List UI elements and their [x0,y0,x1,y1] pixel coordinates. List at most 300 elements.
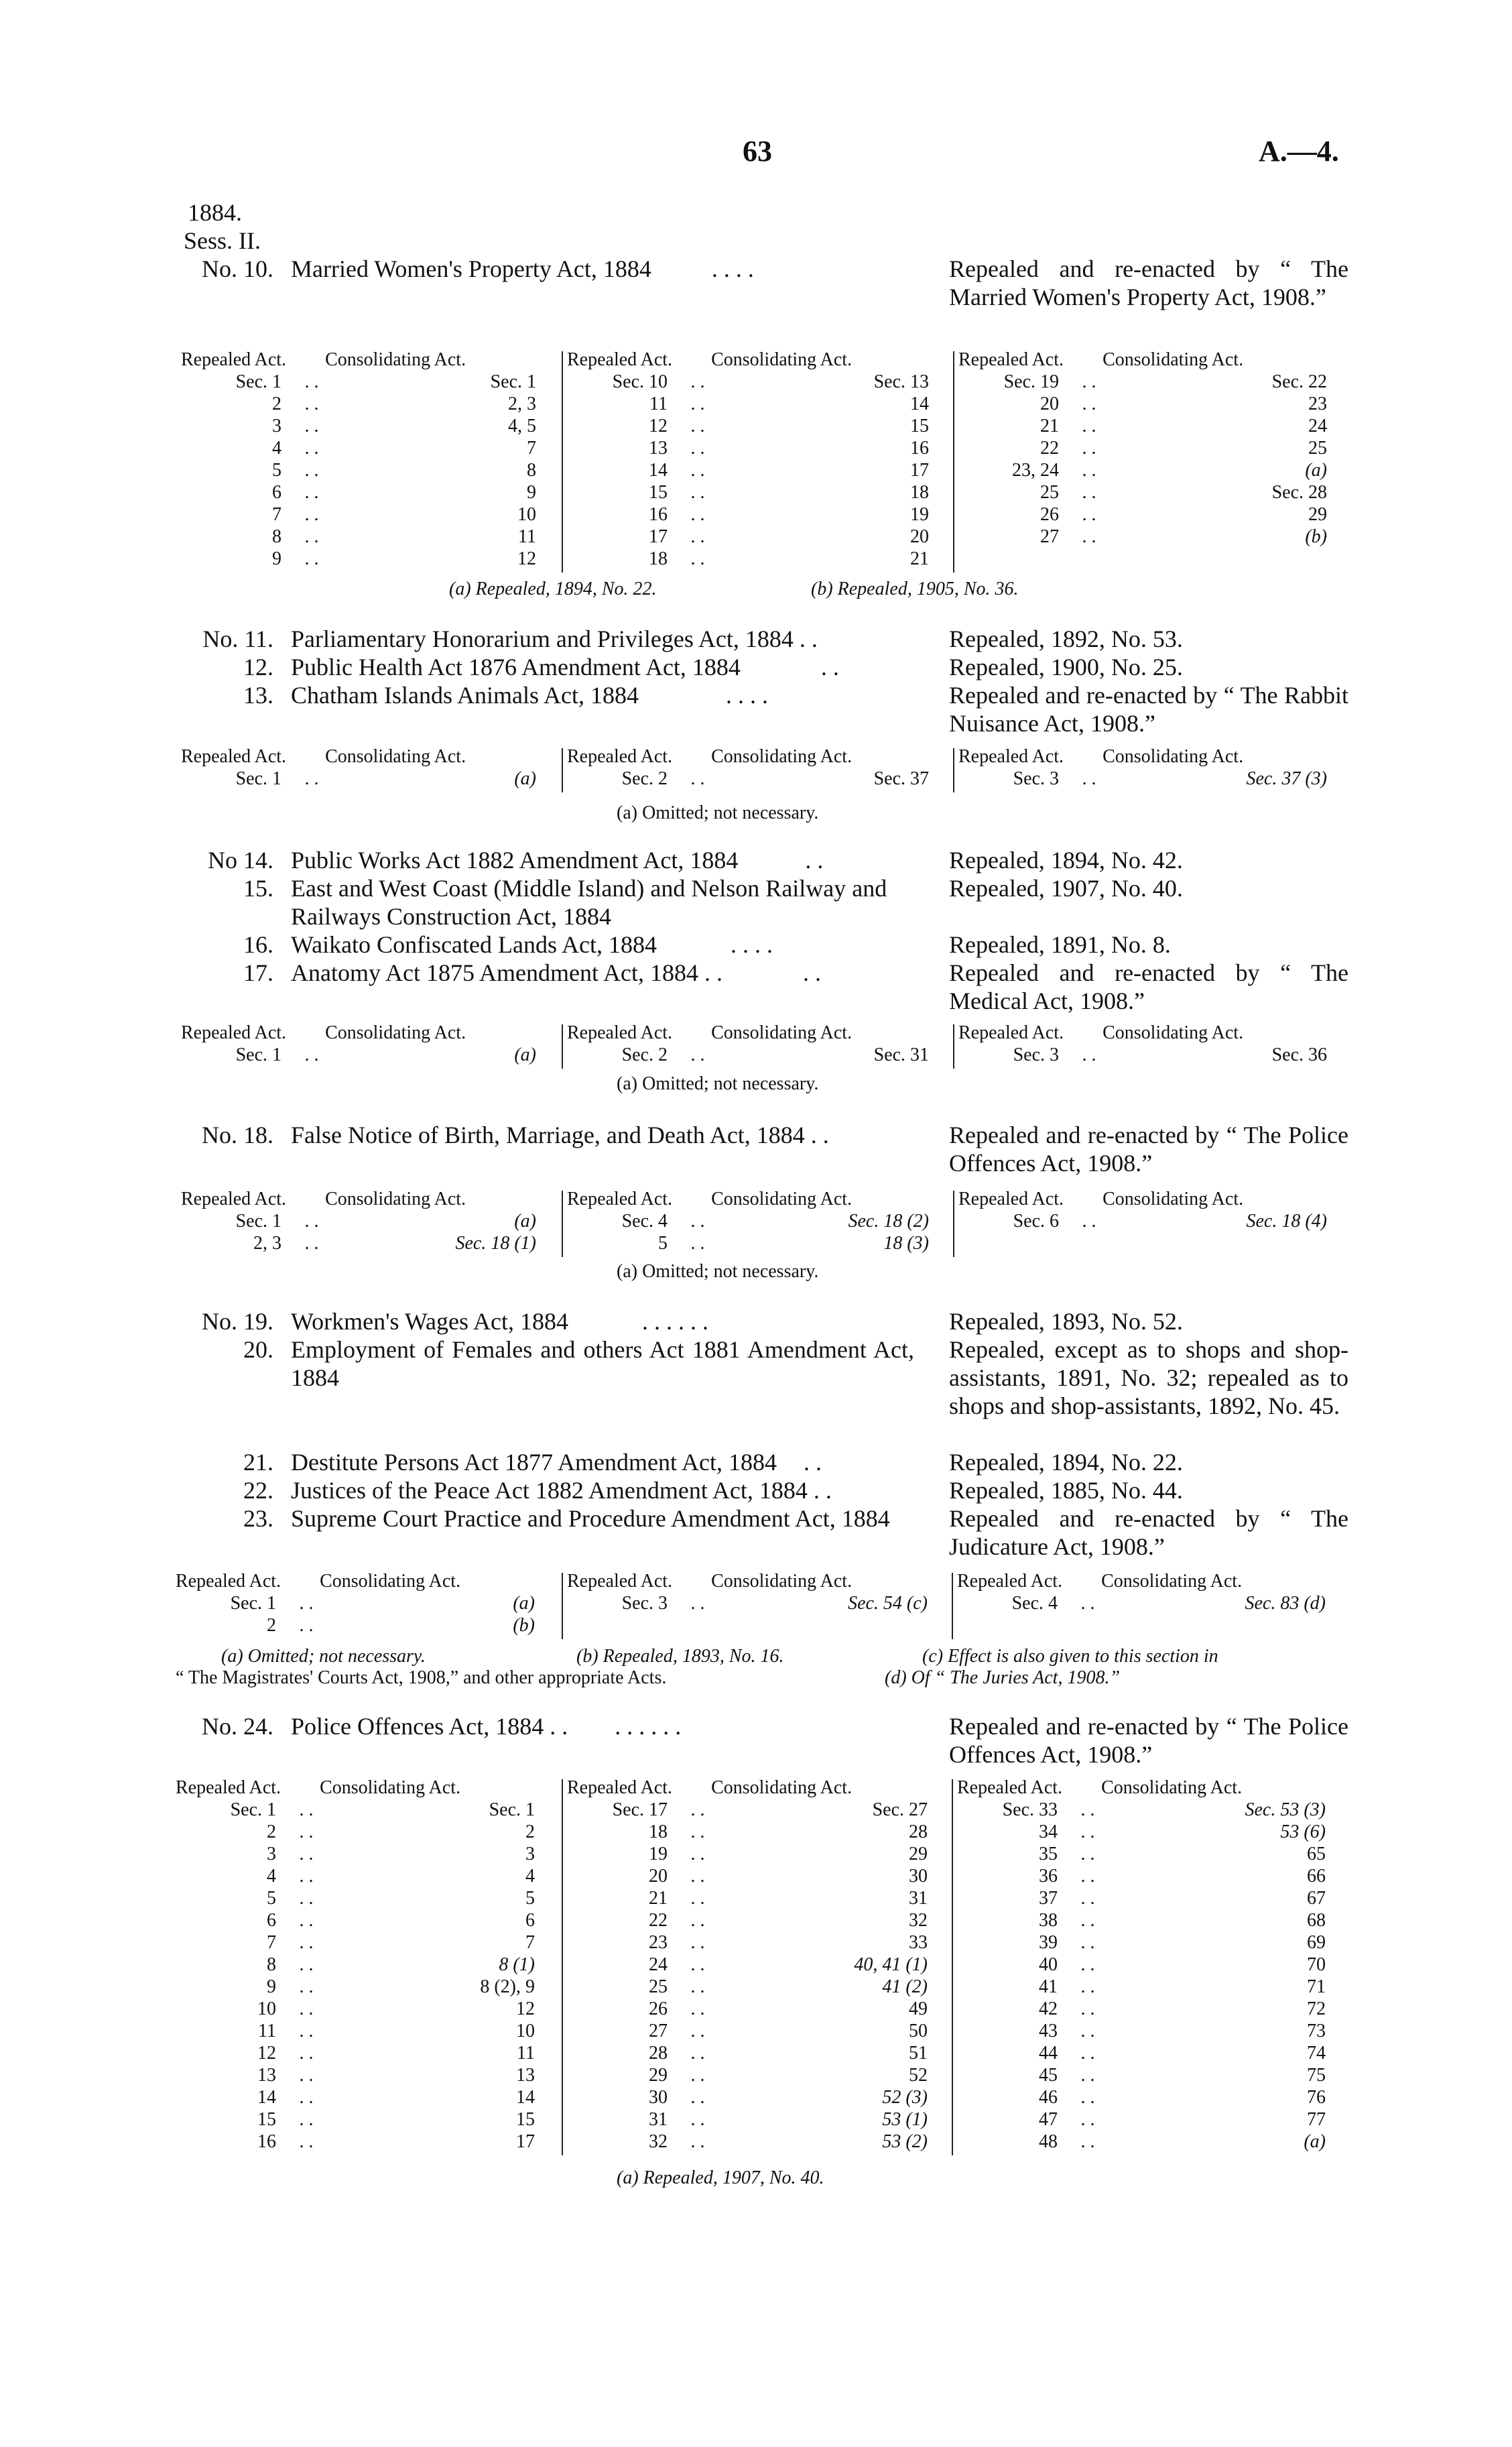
repealed-section: 5 [272,460,281,481]
repealed-section: Sec. 3 [621,1593,668,1614]
repealed-section: 5 [658,1233,668,1254]
table-row [176,1976,555,1998]
table-row [958,503,1347,526]
repealed-section: Sec. 1 [230,1593,276,1614]
act-number: 17. [243,959,273,986]
consolidating-section: (a) [514,1045,536,1065]
table-column-group [958,1188,1347,1232]
leader-dots: . . [690,2043,705,2064]
table-row [181,415,556,437]
table-column-group [181,745,556,790]
leader-dots: . . [690,1888,705,1909]
table-note: (a) Omitted; not necessary. [221,1646,426,1667]
table-note: (a) Omitted; not necessary. [617,1073,819,1094]
repealed-header: Repealed Act. [958,1189,1064,1209]
leader-dots: . . [304,416,319,436]
repealed-section: 24 [649,1954,668,1975]
act-status: Repealed, 1892, No. 53. [949,625,1183,652]
act-title: Supreme Court Practice and Procedure Amendment Act, 1884 [291,1505,890,1532]
repealed-section: 21 [1040,416,1059,436]
table-row [957,1821,1346,1843]
consolidating-section: 66 [1307,1866,1326,1887]
consolidating-section: 7 [527,438,536,459]
table-row [567,1931,948,1954]
repealed-section: 11 [649,394,668,414]
section-table [181,1022,1347,1069]
consolidating-section: Sec. 18 (2) [848,1211,929,1232]
consolidating-section: 53 (6) [1280,1822,1326,1842]
consolidating-section: Sec. 28 [1271,482,1327,503]
document-reference: A.—4. [1259,135,1339,168]
repealed-header: Repealed Act. [567,746,673,767]
leader-dots: . . [690,1844,705,1864]
leader-dots: . . [690,526,705,547]
table-row [957,2064,1346,2086]
consolidating-section: Sec. 54 (c) [848,1593,928,1614]
repealed-section: 6 [272,482,281,503]
leader-dots: . . [1082,371,1096,392]
act-status: Repealed, except as to shops and shop-assistants, 1891, No. 32; repealed as to shops and shop-assistants, 1892, No. 45. [949,1336,1348,1419]
leader-dots: . . [304,526,319,547]
act-entry [0,931,1512,960]
repealed-section: Sec. 1 [235,1211,281,1232]
consolidating-section: 18 (3) [883,1233,929,1254]
column-divider [562,1024,563,1069]
year-heading: 1884. [188,199,242,226]
section-table [181,349,1347,577]
consolidating-header: Consolidating Act. [711,1571,853,1592]
column-headers [567,745,949,768]
consolidating-section: Sec. 31 [873,1045,929,1065]
column-headers [176,1570,555,1592]
consolidating-section: 12 [516,1998,535,2019]
act-entry [0,1121,1512,1181]
act-number: No. 11. [202,625,273,652]
consolidating-section: Sec. 22 [1271,371,1327,392]
table-row [181,1232,556,1254]
table-column-group [958,745,1347,790]
table-row [176,2064,555,2086]
repealed-section: 2, 3 [253,1233,281,1254]
consolidating-section: 24 [1308,416,1327,436]
leader-dots: . . [690,2109,705,2130]
act-number: 20. [243,1336,273,1363]
repealed-section: 43 [1039,2021,1058,2041]
leader-dots: . . [690,1910,705,1931]
table-row [181,1044,556,1066]
table-row [567,393,949,415]
repealed-section: 29 [649,2065,668,2086]
table-row [567,2131,948,2153]
repealed-section: 25 [1040,482,1059,503]
table-row [957,1998,1346,2020]
act-title: Police Offences Act, 1884 . . . . . . . . [291,1713,682,1740]
repealed-section: 14 [257,2087,276,2108]
consolidating-section: 14 [516,2087,535,2108]
act-title: Anatomy Act 1875 Amendment Act, 1884 . . . . [291,959,821,986]
repealed-section: Sec. 2 [621,1045,668,1065]
repealed-header: Repealed Act. [181,746,287,767]
leader-dots: . . [1080,1799,1095,1820]
act-title: Married Women's Property Act, 1884 . . . . [291,255,754,282]
consolidating-section: 72 [1307,1998,1326,2019]
repealed-section: 6 [267,1910,276,1931]
consolidating-header: Consolidating Act. [711,349,853,370]
table-note: (c) Effect is also given to this section in [922,1646,1218,1667]
repealed-section: Sec. 1 [235,768,281,789]
table-row [567,1799,948,1821]
table-row [176,1614,555,1636]
table-row [567,1954,948,1976]
consolidating-header: Consolidating Act. [320,1571,461,1592]
consolidating-section: 75 [1307,2065,1326,2086]
leader-dots: . . [1080,1932,1095,1953]
consolidating-section: 49 [909,1998,928,2019]
column-headers [176,1777,555,1799]
leader-dots: . . [690,1233,705,1254]
table-row [181,437,556,459]
repealed-section: Sec. 1 [235,371,281,392]
repealed-section: 16 [649,504,668,525]
act-entry [0,681,1512,741]
leader-dots: . . [299,2065,314,2086]
consolidating-section: 20 [910,526,929,547]
consolidating-section: 50 [909,2021,928,2041]
column-divider [952,1573,953,1639]
leader-dots: . . [1082,1211,1096,1232]
repealed-section: Sec. 6 [1013,1211,1059,1232]
repealed-section: 25 [649,1976,668,1997]
table-column-group [176,1570,555,1636]
table-row [567,548,949,570]
table-note: (a) Omitted; not necessary. [617,1261,819,1282]
leader-dots: . . [690,504,705,525]
table-column-group [567,1777,948,2153]
leader-dots: . . [690,1822,705,1842]
leader-dots: . . [690,1211,705,1232]
consolidating-header: Consolidating Act. [1101,1571,1243,1592]
repealed-section: 10 [257,1998,276,2019]
leader-dots: . . [690,768,705,789]
leader-dots: . . [690,1799,705,1820]
leader-dots: . . [1080,2065,1095,2086]
leader-dots: . . [299,1888,314,1909]
act-title: Justices of the Peace Act 1882 Amendment Act, 1884 . . [291,1477,832,1504]
table-row [181,459,556,481]
leader-dots: . . [1080,2043,1095,2064]
repealed-section: 16 [257,2131,276,2152]
repealed-section: 3 [272,416,281,436]
column-divider [953,1191,954,1257]
repealed-section: 31 [649,2109,668,2130]
table-row [176,2086,555,2108]
table-row [176,2131,555,2153]
act-number: 13. [243,682,273,709]
leader-dots: . . [304,394,319,414]
table-row [957,2131,1346,2153]
table-row [567,1592,948,1614]
column-divider [562,748,563,792]
consolidating-section: (a) [514,768,536,789]
leader-dots: . . [690,371,705,392]
consolidating-section: Sec. 18 (4) [1246,1211,1327,1232]
table-row [567,481,949,503]
leader-dots: . . [690,2021,705,2041]
consolidating-section: (b) [1305,526,1327,547]
leader-dots: . . [299,2109,314,2130]
act-status: Repealed, 1900, No. 25. [949,654,1183,680]
act-entry [0,874,1512,932]
column-headers [567,1022,949,1044]
consolidating-section: 29 [1308,504,1327,525]
table-row [958,768,1347,790]
column-headers [958,1022,1347,1044]
act-number: 21. [243,1449,273,1476]
leader-dots: . . [690,1045,705,1065]
repealed-header: Repealed Act. [181,349,287,370]
repealed-section: 26 [649,1998,668,2019]
section-table [181,745,1347,792]
consolidating-section: 4, 5 [508,416,536,436]
repealed-section: 41 [1039,1976,1058,1997]
table-note: (a) Repealed, 1894, No. 22. [449,579,657,599]
repealed-section: Sec. 17 [612,1799,668,1820]
repealed-section: 9 [267,1976,276,1997]
consolidating-header: Consolidating Act. [1101,1777,1243,1798]
act-title: Employment of Females and others Act 1881 Amendment Act, 1884 [291,1336,914,1391]
consolidating-section: Sec. 83 (d) [1245,1593,1326,1614]
table-note: (b) Repealed, 1893, No. 16. [576,1646,784,1667]
act-status: Repealed and re-enacted by “ The Police Offences Act, 1908.” [949,1122,1348,1177]
column-headers [181,745,556,768]
consolidating-section: 29 [909,1844,928,1864]
table-row [181,481,556,503]
table-row [176,2042,555,2064]
table-row [958,526,1347,548]
leader-dots: . . [304,1233,319,1254]
consolidating-header: Consolidating Act. [1102,349,1244,370]
table-column-group [567,1188,949,1254]
leader-dots: . . [690,416,705,436]
repealed-section: 36 [1039,1866,1058,1887]
repealed-section: 12 [649,416,668,436]
leader-dots: . . [690,394,705,414]
repealed-section: Sec. 2 [621,768,668,789]
table-row [567,1976,948,1998]
consolidating-section: 19 [910,504,929,525]
consolidating-section: 6 [525,1910,535,1931]
consolidating-section: (a) [513,1593,535,1614]
consolidating-section: 71 [1307,1976,1326,1997]
consolidating-section: Sec. 27 [872,1799,928,1820]
repealed-section: 22 [1040,438,1059,459]
table-column-group [958,1022,1347,1066]
repealed-header: Repealed Act. [958,349,1064,370]
repealed-header: Repealed Act. [957,1571,1063,1592]
consolidating-section: 16 [910,438,929,459]
leader-dots: . . [690,438,705,459]
repealed-section: 21 [649,1888,668,1909]
leader-dots: . . [1082,460,1096,481]
column-headers [567,1570,948,1592]
leader-dots: . . [690,2131,705,2152]
table-row [176,1592,555,1614]
consolidating-header: Consolidating Act. [325,1189,466,1209]
repealed-section: 23, 24 [1012,460,1059,481]
repealed-section: 40 [1039,1954,1058,1975]
column-headers [181,349,556,371]
consolidating-section: 69 [1307,1932,1326,1953]
table-row [567,1843,948,1865]
leader-dots: . . [299,1615,314,1636]
leader-dots: . . [1082,438,1096,459]
consolidating-section: Sec. 37 (3) [1246,768,1327,789]
repealed-header: Repealed Act. [181,1189,287,1209]
leader-dots: . . [304,504,319,525]
leader-dots: . . [304,768,319,789]
act-title: Chatham Islands Animals Act, 1884 . . . . [291,682,768,709]
leader-dots: . . [690,2065,705,2086]
act-number: 12. [243,654,273,680]
repealed-section: 35 [1039,1844,1058,1864]
repealed-header: Repealed Act. [567,1189,673,1209]
act-title: Parliamentary Honorarium and Privileges Act, 1884 . . [291,625,818,652]
consolidating-header: Consolidating Act. [325,746,466,767]
table-row [567,1232,949,1254]
act-entry [0,1448,1512,1478]
act-number: No. 10. [202,255,273,282]
consolidating-section: 77 [1307,2109,1326,2130]
repealed-section: 48 [1039,2131,1058,2152]
table-column-group [181,349,556,570]
column-divider [952,1779,953,2155]
table-row [957,1976,1346,1998]
leader-dots: . . [1082,504,1096,525]
table-column-group [567,1570,948,1614]
repealed-section: 47 [1039,2109,1058,2130]
act-entry [0,1307,1512,1337]
leader-dots: . . [304,482,319,503]
table-row [567,459,949,481]
consolidating-section: 32 [909,1910,928,1931]
consolidating-section: 12 [517,548,536,569]
act-entry [0,1335,1512,1449]
leader-dots: . . [690,1976,705,1997]
repealed-header: Repealed Act. [957,1777,1063,1798]
consolidating-section: 30 [909,1866,928,1887]
act-status: Repealed, 1891, No. 8. [949,931,1171,958]
section-table [181,1188,1347,1255]
repealed-section: 44 [1039,2043,1058,2064]
table-note: (a) Omitted; not necessary. [617,802,819,823]
repealed-section: 5 [267,1888,276,1909]
session-heading: Sess. II. [184,227,261,254]
act-entry [0,846,1512,876]
consolidating-section: 3 [525,1844,535,1864]
leader-dots: . . [299,1976,314,1997]
table-row [958,393,1347,415]
repealed-section: 42 [1039,1998,1058,2019]
repealed-section: 9 [272,548,281,569]
repealed-section: 30 [649,2087,668,2108]
consolidating-section: 23 [1308,394,1327,414]
leader-dots: . . [299,2021,314,2041]
column-divider [953,748,954,792]
table-row [181,768,556,790]
table-column-group [567,745,949,790]
table-row [181,526,556,548]
leader-dots: . . [1082,394,1096,414]
leader-dots: . . [304,371,319,392]
leader-dots: . . [299,2043,314,2064]
repealed-section: 34 [1039,1822,1058,1842]
table-row [567,1865,948,1887]
consolidating-section: 11 [517,2043,535,2064]
act-title: Workmen's Wages Act, 1884 . . . . . . [291,1308,708,1335]
leader-dots: . . [690,1954,705,1975]
consolidating-section: 2 [525,1822,535,1842]
consolidating-section: 11 [518,526,536,547]
consolidating-section: 9 [527,482,536,503]
consolidating-section: 67 [1307,1888,1326,1909]
consolidating-header: Consolidating Act. [711,1189,853,1209]
column-headers [958,1188,1347,1210]
leader-dots: . . [1080,1866,1095,1887]
repealed-section: 8 [267,1954,276,1975]
consolidating-section: 8 [527,460,536,481]
table-row [181,371,556,393]
table-note: (d) Of “ The Juries Act, 1908.” [885,1667,1121,1688]
table-row [958,437,1347,459]
repealed-section: 3 [267,1844,276,1864]
table-column-group [176,1777,555,2153]
table-row [957,1909,1346,1931]
table-row [176,1998,555,2020]
table-row [181,503,556,526]
act-number: 15. [243,875,273,902]
act-number: 16. [243,931,273,958]
column-divider [953,351,954,573]
leader-dots: . . [299,1910,314,1931]
column-divider [562,351,563,573]
repealed-section: 13 [649,438,668,459]
repealed-section: 27 [1040,526,1059,547]
section-table [176,1777,1347,2159]
leader-dots: . . [1080,1954,1095,1975]
repealed-section: 38 [1039,1910,1058,1931]
repealed-section: 2 [272,394,281,414]
act-status: Repealed, 1885, No. 44. [949,1477,1183,1504]
leader-dots: . . [1082,416,1096,436]
consolidating-section: 17 [516,2131,535,2152]
section-table [176,1570,1347,1637]
act-number: No. 18. [202,1122,273,1148]
consolidating-header: Consolidating Act. [325,349,466,370]
column-headers [567,1777,948,1799]
table-row [567,2064,948,2086]
table-row [957,1843,1346,1865]
table-row [176,2020,555,2042]
repealed-section: Sec. 33 [1002,1799,1058,1820]
table-row [567,503,949,526]
leader-dots: . . [1080,1998,1095,2019]
consolidating-section: 74 [1307,2043,1326,2064]
repealed-section: 39 [1039,1932,1058,1953]
consolidating-section: Sec. 53 (3) [1245,1799,1326,1820]
table-row [567,1909,948,1931]
repealed-header: Repealed Act. [176,1571,281,1592]
act-status: Repealed, 1894, No. 42. [949,847,1183,874]
